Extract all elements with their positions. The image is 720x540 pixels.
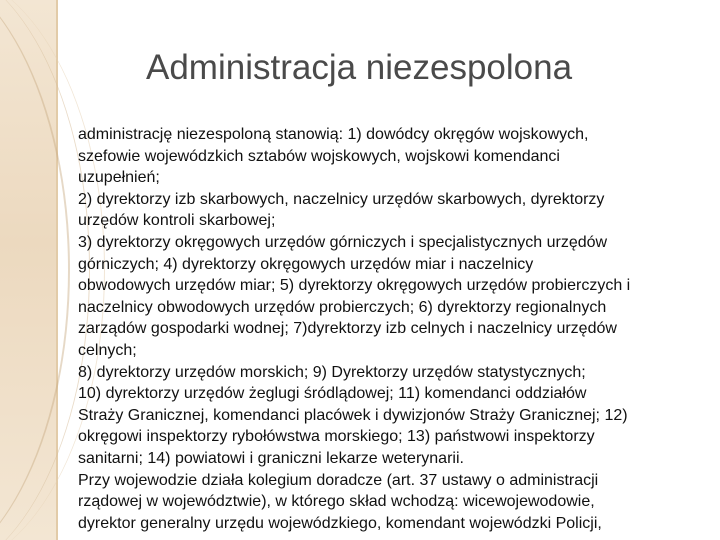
body-line: okręgowi inspektorzy rybołówstwa morskiego; 13) państwowi inspektorzy (78, 428, 595, 446)
body-line: Straży Granicznej, komendanci placówek i dywizjonów Straży Granicznej; 12) (78, 406, 628, 424)
body-line: celnych; (78, 341, 137, 359)
body-line: uzupełnień; (78, 169, 160, 187)
body-line: 3) dyrektorzy okręgowych urzędów górniczych i specjalistycznych urzędów (78, 233, 608, 251)
body-line: dyrektor generalny urzędu wojewódzkiego, komendant wojewódzki Policji, (78, 514, 602, 532)
body-line: 8) dyrektorzy urzędów morskich; 9) Dyrektorzy urzędów statystycznych; (78, 363, 586, 381)
body-line: 10) dyrektorzy urzędów żeglugi śródlądowej; 11) komendanci oddziałów (78, 385, 587, 403)
body-line: administrację niezespoloną stanowią: 1) dowódcy okręgów wojskowych, (78, 126, 589, 143)
slide-title: Administracja niezespolona (146, 48, 573, 87)
body-line: Przy wojewodzie działa kolegium doradcze (art. 37 ustawy o administracji (78, 471, 599, 489)
body-line: sanitarni; 14) powiatowi i graniczni lekarze weterynarii. (78, 449, 464, 467)
body-line: 2) dyrektorzy izb skarbowych, naczelnicy urzędów skarbowych, dyrektorzy (78, 190, 605, 208)
body-line: szefowie wojewódzkich sztabów wojskowych, wojskowi komendanci (78, 147, 560, 165)
body-line: rządowej w województwie), w którego skład wchodzą: wicewojewodowie, (78, 493, 595, 511)
body-line: naczelnicy obwodowych urzędów probierczych; 6) dyrektorzy regionalnych (78, 298, 607, 316)
slide-body (78, 124, 718, 534)
body-line: obwodowych urzędów miar; 5) dyrektorzy okręgowych urzędów probierczych i (78, 277, 631, 295)
body-line: zarządów gospodarki wodnej; 7)dyrektorzy izb celnych i naczelnicy urzędów (78, 320, 617, 338)
body-line: górniczych; 4) dyrektorzy okręgowych urzędów miar i naczelnicy (78, 255, 534, 273)
body-line: urzędów kontroli skarbowej; (78, 212, 276, 230)
